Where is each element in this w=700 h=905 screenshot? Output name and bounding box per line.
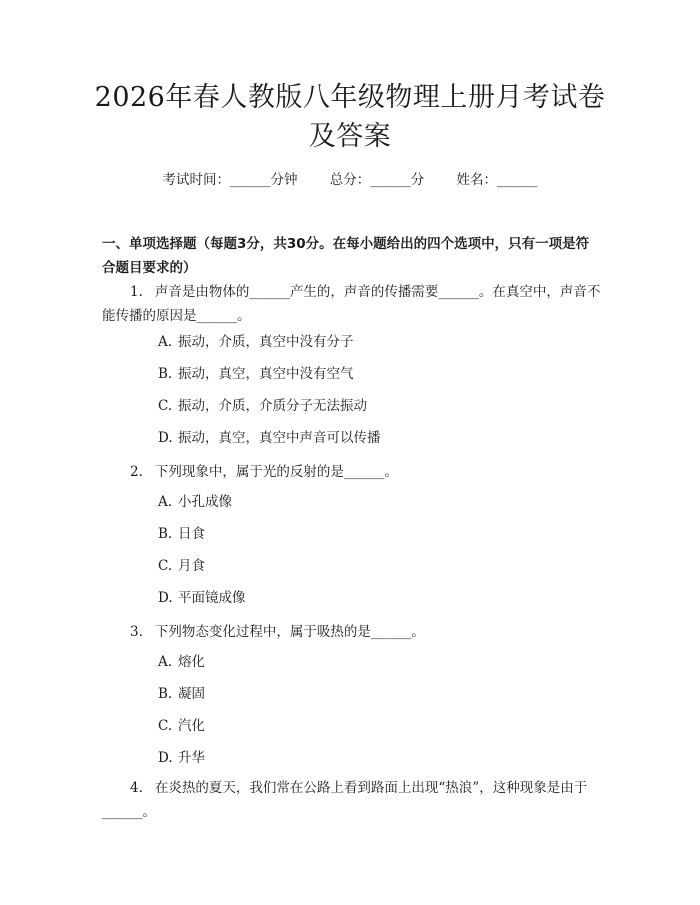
option-letter: C. bbox=[158, 558, 173, 574]
exam-meta bbox=[0, 168, 700, 188]
exam-time: 考试时间：______分钟 bbox=[162, 172, 298, 188]
option-text: 熔化 bbox=[178, 654, 205, 670]
question-3 bbox=[102, 620, 602, 644]
option-2b bbox=[158, 524, 205, 544]
option-2c bbox=[158, 556, 205, 576]
question-text: 声音是由物体的______产生的，声音的传播需要______。在真空中，声音不能传播的原因是______。 bbox=[102, 284, 601, 324]
option-letter: D. bbox=[158, 590, 173, 606]
question-2 bbox=[102, 460, 602, 484]
option-text: 振动，真空，真空中声音可以传播 bbox=[178, 430, 381, 446]
option-1b bbox=[158, 364, 354, 384]
question-number: 4. bbox=[130, 780, 143, 796]
option-letter: C. bbox=[158, 718, 173, 734]
question-number: 1. bbox=[130, 284, 143, 300]
option-letter: C. bbox=[158, 398, 173, 414]
option-letter: B. bbox=[158, 366, 173, 382]
option-letter: B. bbox=[158, 526, 173, 542]
option-text: 小孔成像 bbox=[178, 494, 232, 510]
option-2d bbox=[158, 588, 246, 608]
question-1 bbox=[102, 280, 602, 328]
option-text: 振动，介质，介质分子无法振动 bbox=[178, 398, 367, 414]
question-4 bbox=[102, 776, 602, 824]
option-3b bbox=[158, 684, 205, 704]
exam-score: 总分：______分 bbox=[329, 172, 425, 188]
question-text: 在炎热的夏天，我们常在公路上看到路面上出现“热浪”，这种现象是由于______。 bbox=[102, 780, 588, 820]
exam-name-field: 姓名：______ bbox=[456, 172, 538, 188]
option-1d bbox=[158, 428, 381, 448]
option-text: 升华 bbox=[178, 750, 205, 766]
option-letter: A. bbox=[158, 334, 173, 350]
option-3a bbox=[158, 652, 205, 672]
question-text: 下列现象中，属于光的反射的是______。 bbox=[154, 464, 398, 480]
option-text: 振动，真空，真空中没有空气 bbox=[178, 366, 354, 382]
option-text: 日食 bbox=[178, 526, 205, 542]
option-2a bbox=[158, 492, 232, 512]
option-letter: B. bbox=[158, 686, 173, 702]
exam-title: 2026年春人教版八年级物理上册月考试卷及答案 bbox=[94, 82, 606, 152]
option-1c bbox=[158, 396, 367, 416]
question-text: 下列物态变化过程中，属于吸热的是______。 bbox=[154, 624, 425, 640]
question-number: 2. bbox=[130, 464, 143, 480]
option-1a bbox=[158, 332, 354, 352]
option-letter: D. bbox=[158, 430, 173, 446]
option-letter: A. bbox=[158, 654, 173, 670]
option-letter: A. bbox=[158, 494, 173, 510]
option-text: 振动，介质，真空中没有分子 bbox=[178, 334, 354, 350]
section-heading: 一、单项选择题（每题3分，共30分。在每小题给出的四个选项中，只有一项是符合题目要求的） bbox=[102, 236, 590, 276]
option-3c bbox=[158, 716, 205, 736]
option-3d bbox=[158, 748, 205, 768]
question-number: 3. bbox=[130, 624, 143, 640]
option-text: 汽化 bbox=[178, 718, 205, 734]
option-letter: D. bbox=[158, 750, 173, 766]
option-text: 凝固 bbox=[178, 686, 205, 702]
option-text: 平面镜成像 bbox=[178, 590, 246, 606]
option-text: 月食 bbox=[178, 558, 205, 574]
